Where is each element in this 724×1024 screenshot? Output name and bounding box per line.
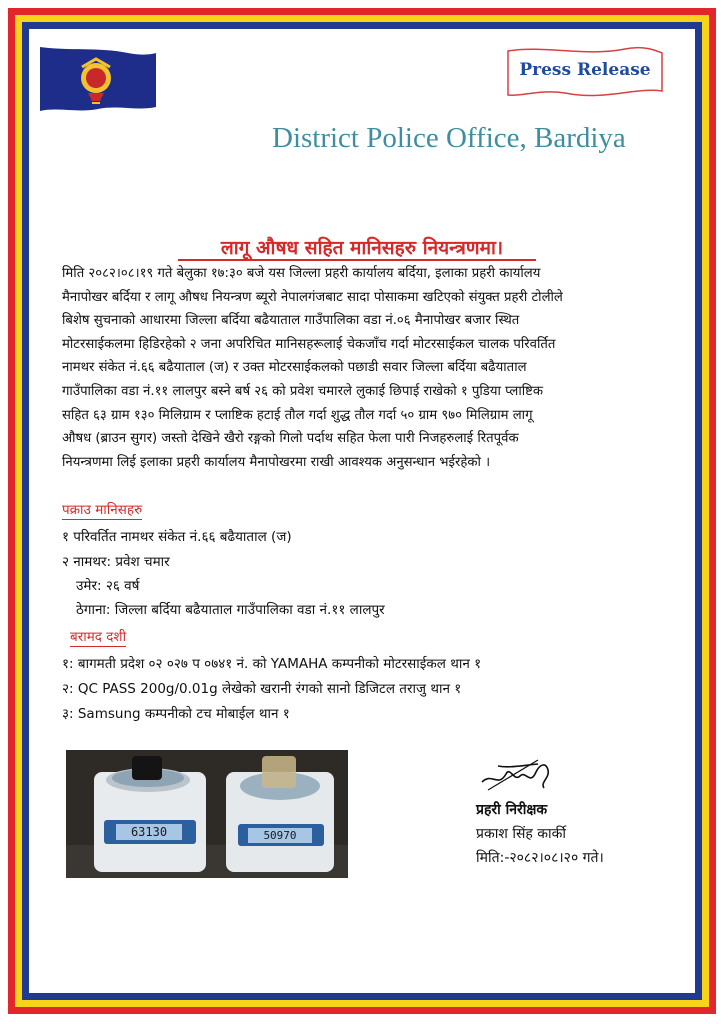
headline: लागू औषध सहित मानिसहरु नियन्त्रणमा। bbox=[220, 237, 504, 259]
handwritten-signature bbox=[478, 752, 558, 796]
office-title: District Police Office, Bardiya bbox=[272, 122, 626, 154]
evidence-photo-scales bbox=[66, 750, 348, 878]
body-line: मिति २०८२।०८।१९ गते बेलुका १७:३० बजे यस जिल्ला प्रहरी कार्यालय बर्दिया, इलाका प्रहरी कार्यालय bbox=[62, 266, 541, 281]
arrested-heading-text: पक्राउ मानिसहरु bbox=[62, 502, 143, 518]
seized-item-2: २: QC PASS 200g/0.01g लेखेको खरानी रंगको सानो डिजिटल तराजु थान १ bbox=[62, 681, 462, 697]
scale-2-reading: 50970 bbox=[263, 829, 297, 842]
body-line: मैनापोखर बर्दिया र लागू औषध नियन्त्रण ब्यूरो नेपालगंजबाट सादा पोसाकमा खटिएको संयुक्त प्रहरी टोलीले bbox=[62, 289, 563, 305]
body-paragraph bbox=[62, 262, 670, 474]
body-line: बिशेष सुचनाको आधारमा जिल्ला बर्दिया बढैयाताल गाउँपालिका वडा नं.०६ मैनापोखर बजार स्थित bbox=[62, 313, 520, 329]
seized-heading bbox=[70, 627, 126, 647]
evidence-photo bbox=[66, 750, 348, 878]
seized-heading-text: बरामद दशी bbox=[70, 629, 127, 645]
press-release-label: Press Release bbox=[519, 60, 651, 80]
seized-item-3: ३: Samsung कम्पनीको टच मोबाईल थान १ bbox=[62, 706, 290, 722]
body-line: सहित ६३ ग्राम १३० मिलिग्राम र प्लाष्टिक हटाई तौल गर्दा शुद्ध तौल गर्दा ५० ग्राम ९७० मिलिग्राम लागू bbox=[62, 407, 533, 423]
seized-item-1: १: बागमती प्रदेश ०२ ०२७ प ०७४१ नं. को YAMAHA कम्पनीको मोटरसाईकल थान १ bbox=[62, 656, 482, 672]
body-line: औषध (ब्राउन सुगर) जस्तो देखिने खैरो रङ्गको गिलो पर्दाथ सहित फेला पारी निजहरुलाई रितपूर्वक bbox=[62, 431, 519, 447]
arrested-person-2-address: ठेगाना: जिल्ला बर्दिया बढैयाताल गाउँपालिका वडा नं.११ लालपुर bbox=[76, 602, 385, 618]
body-line: नियन्त्रणमा लिई इलाका प्रहरी कार्यालय मैनापोखरमा राखी आवश्यक अनुसन्धान भईरहेको । bbox=[62, 454, 491, 470]
arrested-person-1: १ परिवर्तित नामथर संकेत नं.६६ बढैयाताल (ज) bbox=[62, 529, 292, 545]
seized-heading-underline bbox=[70, 646, 126, 647]
body-line: गाउँपालिका वडा नं.११ लालपुर बस्ने बर्ष २६ को प्रवेश चमारले लुकाई छिपाई राखेको १ पुडिया प्लाष्टिक bbox=[62, 383, 543, 399]
arrested-person-2-name: २ नामथर: प्रवेश चमार bbox=[62, 554, 170, 570]
body-line: मोटरसाईकलमा हिडिरहेको २ जना अपरिचित मानिसहरूलाई चेकजाँच गर्दा मोटरसाईकल चालक परिवर्तित bbox=[62, 336, 556, 352]
nepal-police-flag-emblem bbox=[38, 45, 158, 115]
signatory-title: प्रहरी निरीक्षक bbox=[476, 802, 548, 818]
body-line: नामथर संकेत नं.६६ बढैयाताल (ज) र उक्त मोटरसाईकलको पछाडी सवार जिल्ला बर्दिया बढैयाताल bbox=[62, 360, 527, 376]
arrested-heading bbox=[62, 500, 142, 520]
signatory-name: प्रकाश सिंह कार्की bbox=[476, 826, 567, 842]
arrested-heading-underline bbox=[62, 519, 142, 520]
arrested-person-2-age: उमेर: २६ वर्ष bbox=[76, 578, 140, 594]
scale-1-reading: 63130 bbox=[130, 825, 168, 839]
signoff-date: मिति:-२०८२।०८।२० गते। bbox=[476, 850, 604, 866]
headline-underline bbox=[178, 259, 536, 261]
